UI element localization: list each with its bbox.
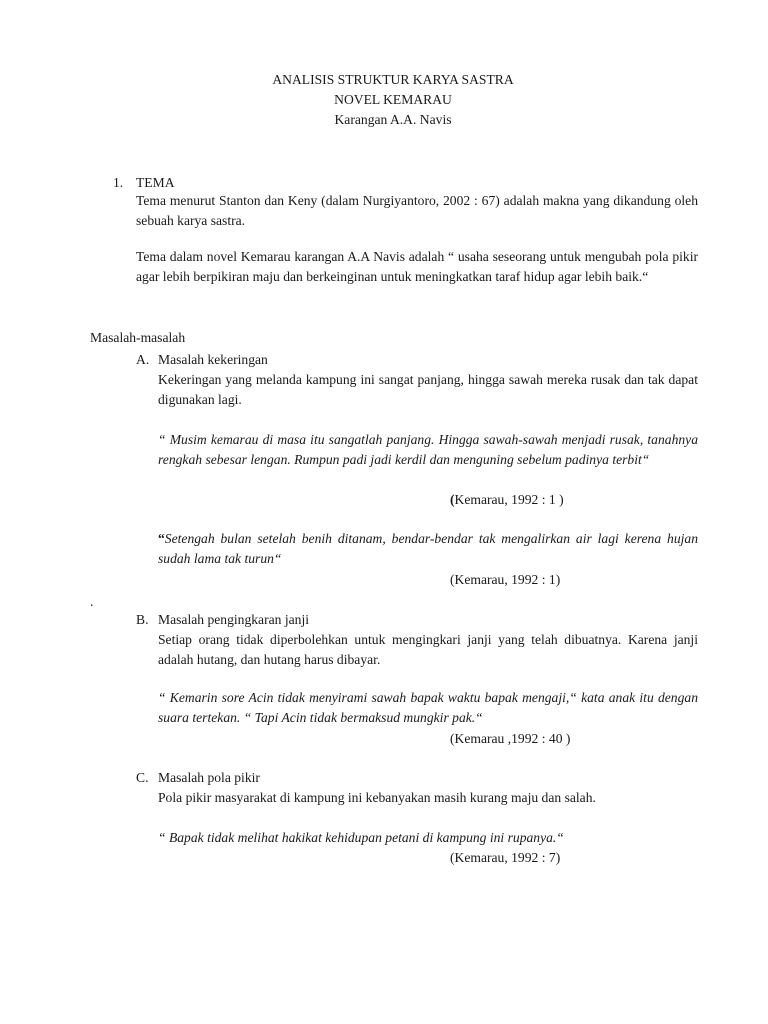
doc-title-line2: NOVEL KEMARAU <box>334 92 452 107</box>
doc-title-line3: Karangan A.A. Navis <box>334 112 452 127</box>
citation-paren: ( <box>450 492 455 507</box>
tema-statement: Tema dalam novel Kemarau karangan A.A Navis adalah “ usaha seseorang untuk mengubah pola pikir agar lebih berpikiran maju dan berkeinginan untuk meningkatkan taraf hidup agar lebih baik.“ <box>136 249 698 284</box>
section-a-quote1: “ Musim kemarau di masa itu sangatlah panjang. Hingga sawah-sawah menjadi rusak, tanahnya rengkah sebesar lengan. Rumpun padi jadi kerdil dan menguning sebelum padinya terbit“ <box>158 432 698 467</box>
section-a-citation1 <box>450 490 564 510</box>
section-a-letter: A. <box>136 352 150 367</box>
tema-definition: Tema menurut Stanton dan Keny (dalam Nurgiyantoro, 2002 : 67) adalah makna yang dikandung oleh sebuah karya sastra. <box>136 193 698 228</box>
section-a-text: Kekeringan yang melanda kampung ini sangat panjang, hingga sawah mereka rusak dan tak dapat digunakan lagi. <box>158 372 698 407</box>
section-c-letter: C. <box>136 770 149 785</box>
section-c-heading: Masalah pola pikir <box>158 770 260 785</box>
quote-mark: “ <box>158 531 165 546</box>
section-b-quote: “ Kemarin sore Acin tidak menyirami sawah bapak waktu bapak mengaji,“ kata anak itu dengan suara tertekan. “ Tapi Acin tidak bermaksud mungkir pak.“ <box>158 690 698 725</box>
tema-number: 1. <box>113 175 124 190</box>
section-b-text: Setiap orang tidak diperbolehkan untuk mengingkari janji yang telah dibuatnya. Karena janji adalah hutang, dan hutang harus dibayar. <box>158 632 698 667</box>
masalah-heading: Masalah-masalah <box>90 330 186 345</box>
section-c-citation: (Kemarau, 1992 : 7) <box>450 850 561 865</box>
section-b-citation: (Kemarau ,1992 : 40 ) <box>450 731 571 746</box>
citation-text: Kemarau, 1992 : 1 ) <box>454 492 564 507</box>
doc-title-line1: ANALISIS STRUKTUR KARYA SASTRA <box>272 72 514 87</box>
section-b-heading: Masalah pengingkaran janji <box>158 612 309 627</box>
tema-heading: TEMA <box>136 175 175 190</box>
section-c-text: Pola pikir masyarakat di kampung ini kebanyakan masih kurang maju dan salah. <box>158 790 596 805</box>
stray-period: . <box>90 594 94 609</box>
section-a-heading: Masalah kekeringan <box>158 352 268 367</box>
section-b-letter: B. <box>136 612 149 627</box>
section-a-quote2 <box>158 529 698 569</box>
quote-text: Setengah bulan setelah benih ditanam, bendar-bendar tak mengalirkan air lagi kerena hujan sudah lama tak turun“ <box>158 531 698 566</box>
section-c-quote: “ Bapak tidak melihat hakikat kehidupan petani di kampung ini rupanya.“ <box>158 830 564 845</box>
section-a-citation2: (Kemarau, 1992 : 1) <box>450 572 561 587</box>
